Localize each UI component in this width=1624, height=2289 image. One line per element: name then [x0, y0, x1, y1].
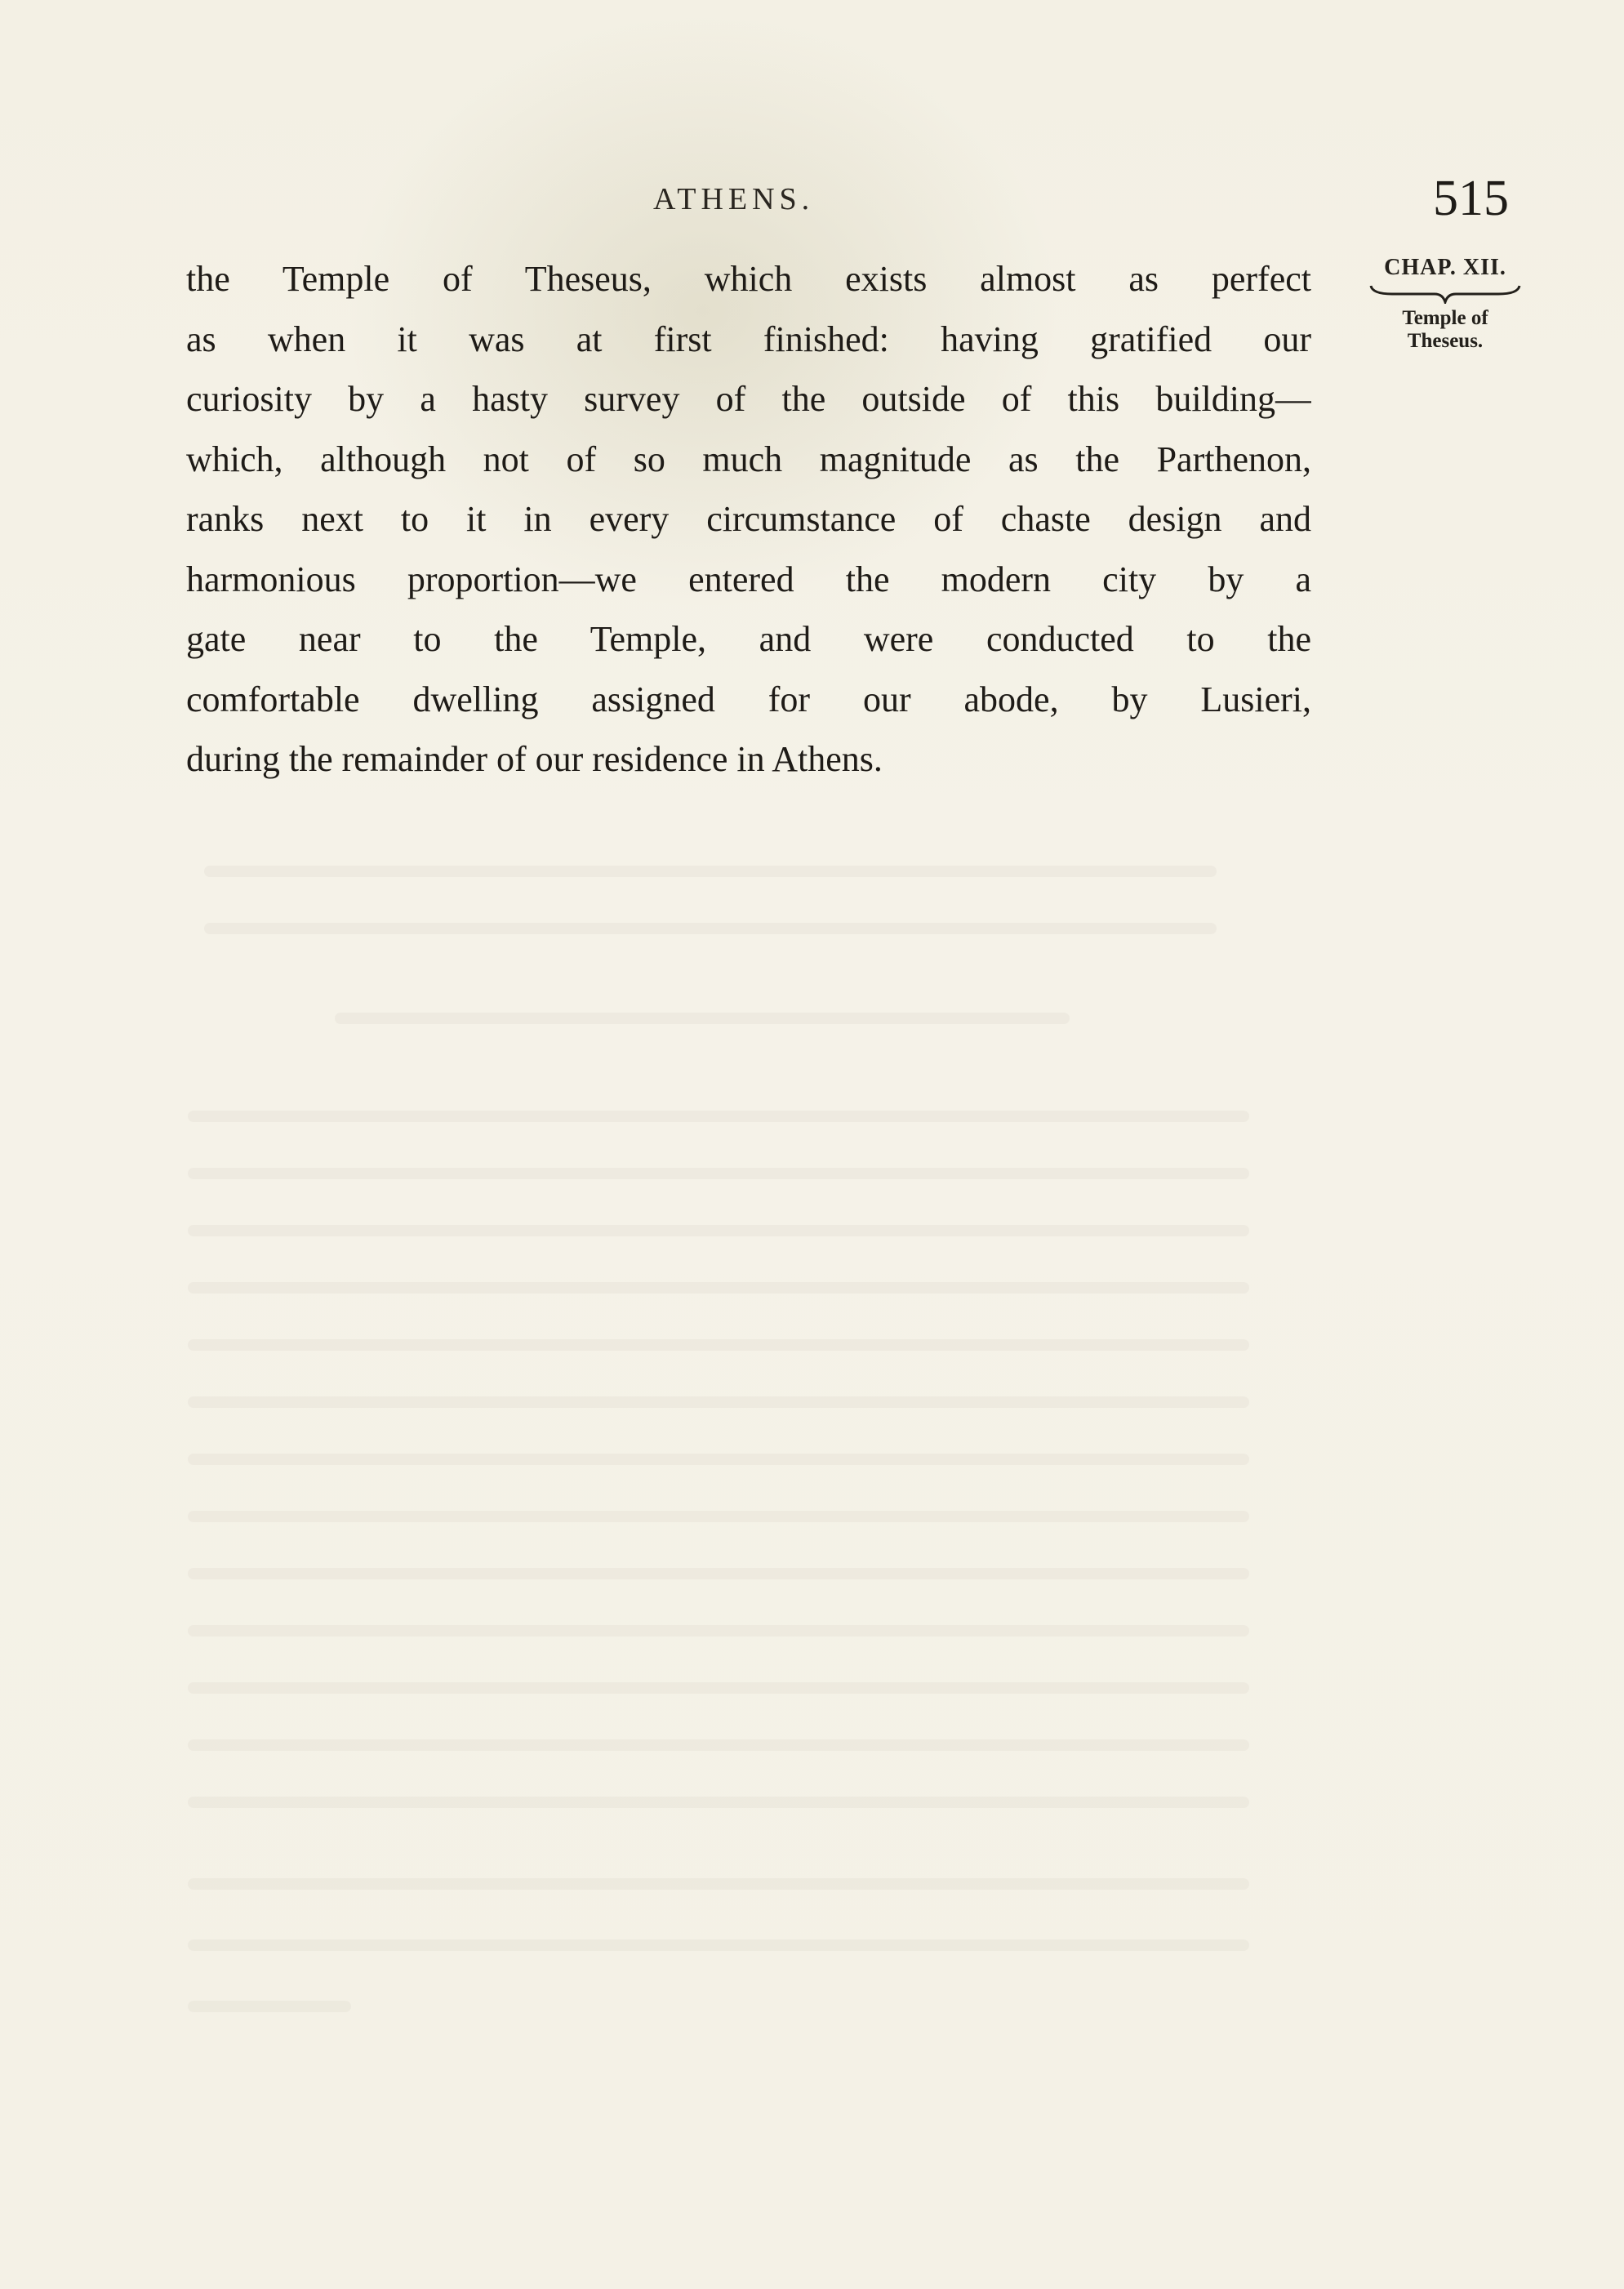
- margin-note: [1364, 255, 1527, 353]
- brace-icon: [1368, 283, 1523, 304]
- text-line: curiosity by a hasty survey of the outside of this building—: [186, 379, 1311, 419]
- text-line: which, although not of so much magnitude as the Parthenon,: [186, 439, 1311, 479]
- text-line: during the remainder of our residence in Athens.: [186, 739, 883, 779]
- page-number: 515: [1433, 171, 1509, 226]
- text-line: comfortable dwelling assigned for our abode, by Lusieri,: [186, 679, 1311, 719]
- body-paragraph: [186, 249, 1311, 790]
- running-head: ATHENS.: [653, 182, 815, 216]
- text-line: the Temple of Theseus, which exists almost as perfect: [186, 259, 1311, 299]
- text-line: as when it was at first finished: having gratified our: [186, 318, 1311, 359]
- page-header: [0, 170, 1624, 226]
- text-line: gate near to the Temple, and were conducted to the: [186, 619, 1311, 659]
- text-line: harmonious proportion—we entered the modern city by a: [186, 559, 1311, 599]
- side-heading-line-1: Temple of: [1402, 307, 1488, 329]
- text-line: ranks next to it in every circumstance of chaste design and: [186, 499, 1311, 539]
- side-heading-line-2: Theseus.: [1407, 330, 1484, 352]
- chapter-label: CHAP. XII.: [1384, 255, 1506, 280]
